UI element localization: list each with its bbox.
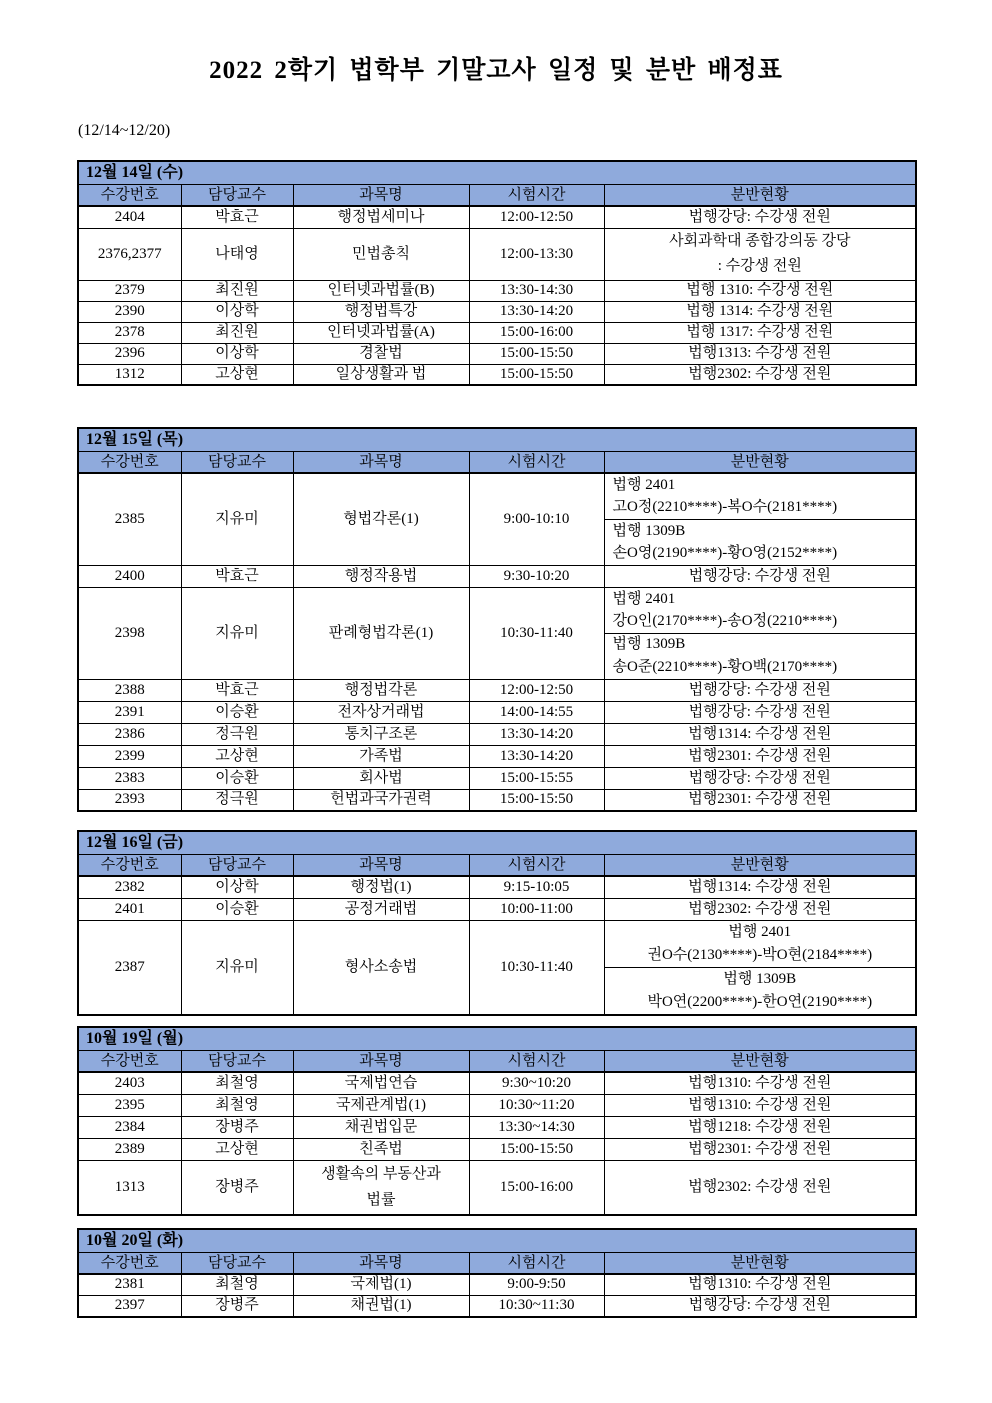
- cell-status: 법행1310: 수강생 전원: [604, 1094, 916, 1116]
- column-header: 시험시간: [469, 1051, 604, 1073]
- cell-status: 법행2302: 수강생 전원: [604, 1160, 916, 1215]
- exam-table: [77, 1228, 917, 1318]
- cell-subject: 경찰법: [293, 343, 469, 364]
- status-line: 강O인(2170****)-송O정(2210****): [612, 613, 838, 629]
- cell-subject: 일상생활과 법: [293, 364, 469, 385]
- cell-course-code: 1313: [78, 1160, 181, 1215]
- column-header: 담당교수: [181, 855, 293, 877]
- column-header: 수강번호: [78, 855, 181, 877]
- cell-course-code: 2385: [78, 473, 181, 565]
- date-range: (12/14~12/20): [78, 122, 171, 139]
- cell-status: 법행1314: 수강생 전원: [604, 723, 916, 745]
- cell-exam-time: 13:30-14:20: [469, 745, 604, 767]
- cell-professor: 지유미: [181, 920, 293, 1015]
- status-line: 송O준(2210****)-황O백(2170****): [612, 658, 838, 675]
- cell-professor: 장병주: [181, 1295, 293, 1317]
- cell-course-code: 2399: [78, 745, 181, 767]
- exam-table-section: [77, 427, 915, 812]
- cell-exam-time: 15:00-15:50: [469, 364, 604, 385]
- cell-course-code: 2378: [78, 322, 181, 343]
- status-subcell: [605, 921, 916, 967]
- cell-professor: 지유미: [181, 587, 293, 679]
- cell-course-code: 2384: [78, 1116, 181, 1138]
- table-row: [78, 701, 916, 723]
- column-header: 담당교수: [181, 452, 293, 474]
- cell-exam-time: 13:30-14:20: [469, 723, 604, 745]
- status-subcell: [605, 588, 916, 633]
- cell-exam-time: 10:30~11:20: [469, 1094, 604, 1116]
- cell-subject: 행정법세미나: [293, 206, 469, 228]
- cell-exam-time: 9:00-10:10: [469, 473, 604, 565]
- column-header: 담당교수: [181, 1051, 293, 1073]
- cell-status: 법행강당: 수강생 전원: [604, 565, 916, 587]
- table-date-header: 12월 15일 (목): [78, 428, 916, 452]
- cell-status: 법행1218: 수강생 전원: [604, 1116, 916, 1138]
- column-header: 수강번호: [78, 452, 181, 474]
- column-header: 분반현황: [604, 1051, 916, 1073]
- table-date-header: 12월 16일 (금): [78, 831, 916, 855]
- table-row: [78, 1295, 916, 1317]
- column-header: 분반현황: [604, 855, 916, 877]
- cell-subject: 채권법(1): [293, 1295, 469, 1317]
- table-row: [78, 322, 916, 343]
- table-row: [78, 280, 916, 301]
- column-header: 분반현황: [604, 185, 916, 207]
- cell-course-code: 2381: [78, 1274, 181, 1295]
- column-header: 과목명: [293, 855, 469, 877]
- status-split: [605, 474, 916, 564]
- column-header: 과목명: [293, 452, 469, 474]
- column-header: 과목명: [293, 1051, 469, 1073]
- exam-table: [77, 427, 917, 812]
- table-date-row: [78, 161, 916, 185]
- cell-professor: 이상학: [181, 343, 293, 364]
- column-header: 수강번호: [78, 1051, 181, 1073]
- cell-professor: 최철영: [181, 1274, 293, 1295]
- cell-course-code: 2400: [78, 565, 181, 587]
- status-line: 법행 2401: [612, 590, 676, 607]
- status-line: 법행 2401: [728, 923, 792, 940]
- table-date-row: [78, 428, 916, 452]
- cell-subject: 국제관계법(1): [293, 1094, 469, 1116]
- column-header: 과목명: [293, 1253, 469, 1275]
- table-date-row: [78, 831, 916, 855]
- column-header-row: [78, 1253, 916, 1275]
- status-line: 사회과학대 종합강의동 강당: [669, 233, 851, 250]
- cell-professor: 박효근: [181, 206, 293, 228]
- cell-exam-time: 10:30-11:40: [469, 587, 604, 679]
- exam-table-section: [77, 830, 915, 1016]
- cell-professor: 고상현: [181, 745, 293, 767]
- status-lines: [605, 229, 916, 279]
- column-header: 시험시간: [469, 185, 604, 207]
- cell-exam-time: 12:00-12:50: [469, 206, 604, 228]
- cell-status: 법행 1310: 수강생 전원: [604, 280, 916, 301]
- cell-status: [604, 473, 916, 565]
- cell-exam-time: 14:00-14:55: [469, 701, 604, 723]
- cell-subject: 가족법: [293, 745, 469, 767]
- page-title: 2022 2학기 법학부 기말고사 일정 및 분반 배정표: [209, 57, 783, 84]
- column-header: 분반현황: [604, 452, 916, 474]
- cell-course-code: 2391: [78, 701, 181, 723]
- cell-subject: 민법총칙: [293, 228, 469, 280]
- exam-table-section: [77, 160, 915, 386]
- table-row: [78, 364, 916, 385]
- column-header: 시험시간: [469, 452, 604, 474]
- table-row: [78, 587, 916, 679]
- cell-subject: 행정법각론: [293, 679, 469, 701]
- status-line: 손O영(2190****)-황O영(2152****): [612, 544, 838, 561]
- cell-course-code: 2401: [78, 898, 181, 920]
- table-date-header: 12월 14일 (수): [78, 161, 916, 185]
- status-subcell: [605, 474, 916, 519]
- cell-subject: 공정거래법: [293, 898, 469, 920]
- cell-course-code: 2403: [78, 1072, 181, 1094]
- table-row: [78, 1138, 916, 1160]
- cell-professor: 지유미: [181, 473, 293, 565]
- cell-course-code: 2387: [78, 920, 181, 1015]
- column-header: 수강번호: [78, 1253, 181, 1275]
- cell-exam-time: 10:30-11:40: [469, 920, 604, 1015]
- cell-subject: 국제법(1): [293, 1274, 469, 1295]
- cell-exam-time: 12:00-12:50: [469, 679, 604, 701]
- cell-exam-time: 13:30~14:30: [469, 1116, 604, 1138]
- table-row: [78, 789, 916, 811]
- cell-subject: 회사법: [293, 767, 469, 789]
- status-subcell: [605, 967, 916, 1014]
- cell-professor: 최철영: [181, 1094, 293, 1116]
- subject-line: 생활속의 부동산과: [321, 1165, 441, 1182]
- cell-course-code: 2404: [78, 206, 181, 228]
- status-line: 법행 1309B: [612, 522, 686, 539]
- column-header-row: [78, 452, 916, 474]
- cell-subject: 인터넷과법률(B): [293, 280, 469, 301]
- column-header: 시험시간: [469, 1253, 604, 1275]
- exam-table: [77, 1026, 917, 1216]
- cell-exam-time: 15:00-15:55: [469, 767, 604, 789]
- column-header-row: [78, 855, 916, 877]
- cell-subject: 행정작용법: [293, 565, 469, 587]
- cell-exam-time: 15:00-16:00: [469, 322, 604, 343]
- cell-status: 법행2301: 수강생 전원: [604, 745, 916, 767]
- cell-status: 법행1314: 수강생 전원: [604, 876, 916, 898]
- exam-table-section: [77, 1026, 915, 1216]
- cell-exam-time: 15:00-15:50: [469, 343, 604, 364]
- column-header: 담당교수: [181, 1253, 293, 1275]
- cell-professor: 이승환: [181, 767, 293, 789]
- table-row: [78, 745, 916, 767]
- exam-table: [77, 830, 917, 1016]
- column-header: 분반현황: [604, 1253, 916, 1275]
- cell-status: 법행강당: 수강생 전원: [604, 206, 916, 228]
- status-split: [605, 921, 916, 1014]
- cell-course-code: 2379: [78, 280, 181, 301]
- cell-status: 법행2301: 수강생 전원: [604, 789, 916, 811]
- status-subcell: [605, 633, 916, 679]
- table-date-header: 10월 20일 (화): [78, 1229, 916, 1253]
- table-row: [78, 1094, 916, 1116]
- cell-status: 법행1310: 수강생 전원: [604, 1274, 916, 1295]
- cell-status: 법행 1317: 수강생 전원: [604, 322, 916, 343]
- subject-lines: [294, 1161, 469, 1214]
- cell-course-code: 2389: [78, 1138, 181, 1160]
- cell-subject: 친족법: [293, 1138, 469, 1160]
- cell-subject: [293, 1160, 469, 1215]
- cell-status: [604, 228, 916, 280]
- cell-course-code: 2376,2377: [78, 228, 181, 280]
- status-line: 권O수(2130****)-박O현(2184****): [647, 946, 873, 963]
- cell-subject: 인터넷과법률(A): [293, 322, 469, 343]
- cell-subject: 행정법특강: [293, 301, 469, 322]
- subject-line: 법률: [366, 1192, 396, 1209]
- cell-professor: 이상학: [181, 301, 293, 322]
- cell-course-code: 2397: [78, 1295, 181, 1317]
- cell-professor: 이승환: [181, 701, 293, 723]
- cell-exam-time: 13:30-14:30: [469, 280, 604, 301]
- cell-subject: 행정법(1): [293, 876, 469, 898]
- cell-professor: 고상현: [181, 1138, 293, 1160]
- cell-professor: 박효근: [181, 565, 293, 587]
- cell-professor: 고상현: [181, 364, 293, 385]
- status-line: 법행 1309B: [723, 970, 797, 987]
- cell-exam-time: 15:00-15:50: [469, 1138, 604, 1160]
- cell-subject: 형법각론(1): [293, 473, 469, 565]
- column-header: 과목명: [293, 185, 469, 207]
- cell-professor: 정극원: [181, 789, 293, 811]
- cell-professor: 정극원: [181, 723, 293, 745]
- table-row: [78, 301, 916, 322]
- table-row: [78, 679, 916, 701]
- cell-exam-time: 9:15-10:05: [469, 876, 604, 898]
- cell-exam-time: 9:30-10:20: [469, 565, 604, 587]
- cell-professor: 박효근: [181, 679, 293, 701]
- cell-subject: 헌법과국가권력: [293, 789, 469, 811]
- cell-professor: 나태영: [181, 228, 293, 280]
- cell-subject: 전자상거래법: [293, 701, 469, 723]
- cell-exam-time: 10:00-11:00: [469, 898, 604, 920]
- cell-status: [604, 920, 916, 1015]
- column-header: 담당교수: [181, 185, 293, 207]
- column-header-row: [78, 1051, 916, 1073]
- table-row: [78, 1160, 916, 1215]
- table-row: [78, 723, 916, 745]
- table-row: [78, 876, 916, 898]
- cell-status: 법행 1314: 수강생 전원: [604, 301, 916, 322]
- table-row: [78, 228, 916, 280]
- table-row: [78, 206, 916, 228]
- table-row: [78, 1072, 916, 1094]
- table-row: [78, 920, 916, 1015]
- status-line: 법행 2401: [612, 477, 676, 493]
- cell-course-code: 2395: [78, 1094, 181, 1116]
- cell-exam-time: 15:00-15:50: [469, 789, 604, 811]
- cell-status: 법행1310: 수강생 전원: [604, 1072, 916, 1094]
- table-row: [78, 1274, 916, 1295]
- cell-exam-time: 10:30~11:30: [469, 1295, 604, 1317]
- status-line: 고O정(2210****)-복O수(2181****): [612, 499, 838, 516]
- cell-professor: 최진원: [181, 322, 293, 343]
- cell-professor: 최진원: [181, 280, 293, 301]
- cell-status: 법행강당: 수강생 전원: [604, 767, 916, 789]
- status-line: 박O연(2200****)-한O연(2190****): [647, 993, 873, 1010]
- cell-course-code: 2396: [78, 343, 181, 364]
- table-date-row: [78, 1229, 916, 1253]
- exam-table-section: [77, 1228, 915, 1318]
- status-line: 법행 1309B: [612, 636, 686, 653]
- cell-status: 법행강당: 수강생 전원: [604, 1295, 916, 1317]
- column-header-row: [78, 185, 916, 207]
- cell-exam-time: 9:00-9:50: [469, 1274, 604, 1295]
- cell-exam-time: 9:30~10:20: [469, 1072, 604, 1094]
- table-row: [78, 473, 916, 565]
- cell-course-code: 2393: [78, 789, 181, 811]
- table-date-header: 10월 19일 (월): [78, 1027, 916, 1051]
- cell-course-code: 2386: [78, 723, 181, 745]
- cell-exam-time: 13:30-14:20: [469, 301, 604, 322]
- table-row: [78, 343, 916, 364]
- cell-status: 법행2302: 수강생 전원: [604, 898, 916, 920]
- status-line: : 수강생 전원: [717, 258, 802, 275]
- cell-course-code: 2398: [78, 587, 181, 679]
- cell-professor: 최철영: [181, 1072, 293, 1094]
- cell-subject: 형사소송법: [293, 920, 469, 1015]
- cell-exam-time: 15:00-16:00: [469, 1160, 604, 1215]
- status-subcell: [605, 519, 916, 565]
- cell-status: [604, 587, 916, 679]
- table-date-row: [78, 1027, 916, 1051]
- cell-course-code: 2382: [78, 876, 181, 898]
- cell-subject: 채권법입문: [293, 1116, 469, 1138]
- column-header: 시험시간: [469, 855, 604, 877]
- table-row: [78, 1116, 916, 1138]
- cell-course-code: 2390: [78, 301, 181, 322]
- cell-status: 법행강당: 수강생 전원: [604, 701, 916, 723]
- cell-subject: 통치구조론: [293, 723, 469, 745]
- cell-exam-time: 12:00-13:30: [469, 228, 604, 280]
- cell-subject: 판례형법각론(1): [293, 587, 469, 679]
- cell-professor: 장병주: [181, 1160, 293, 1215]
- status-split: [605, 588, 916, 678]
- cell-status: 법행1313: 수강생 전원: [604, 343, 916, 364]
- cell-status: 법행2302: 수강생 전원: [604, 364, 916, 385]
- cell-professor: 이상학: [181, 876, 293, 898]
- cell-course-code: 1312: [78, 364, 181, 385]
- cell-professor: 장병주: [181, 1116, 293, 1138]
- cell-subject: 국제법연습: [293, 1072, 469, 1094]
- cell-professor: 이승환: [181, 898, 293, 920]
- column-header: 수강번호: [78, 185, 181, 207]
- table-row: [78, 565, 916, 587]
- cell-course-code: 2388: [78, 679, 181, 701]
- cell-course-code: 2383: [78, 767, 181, 789]
- table-row: [78, 898, 916, 920]
- cell-status: 법행강당: 수강생 전원: [604, 679, 916, 701]
- exam-table: [77, 160, 917, 386]
- cell-status: 법행2301: 수강생 전원: [604, 1138, 916, 1160]
- table-row: [78, 767, 916, 789]
